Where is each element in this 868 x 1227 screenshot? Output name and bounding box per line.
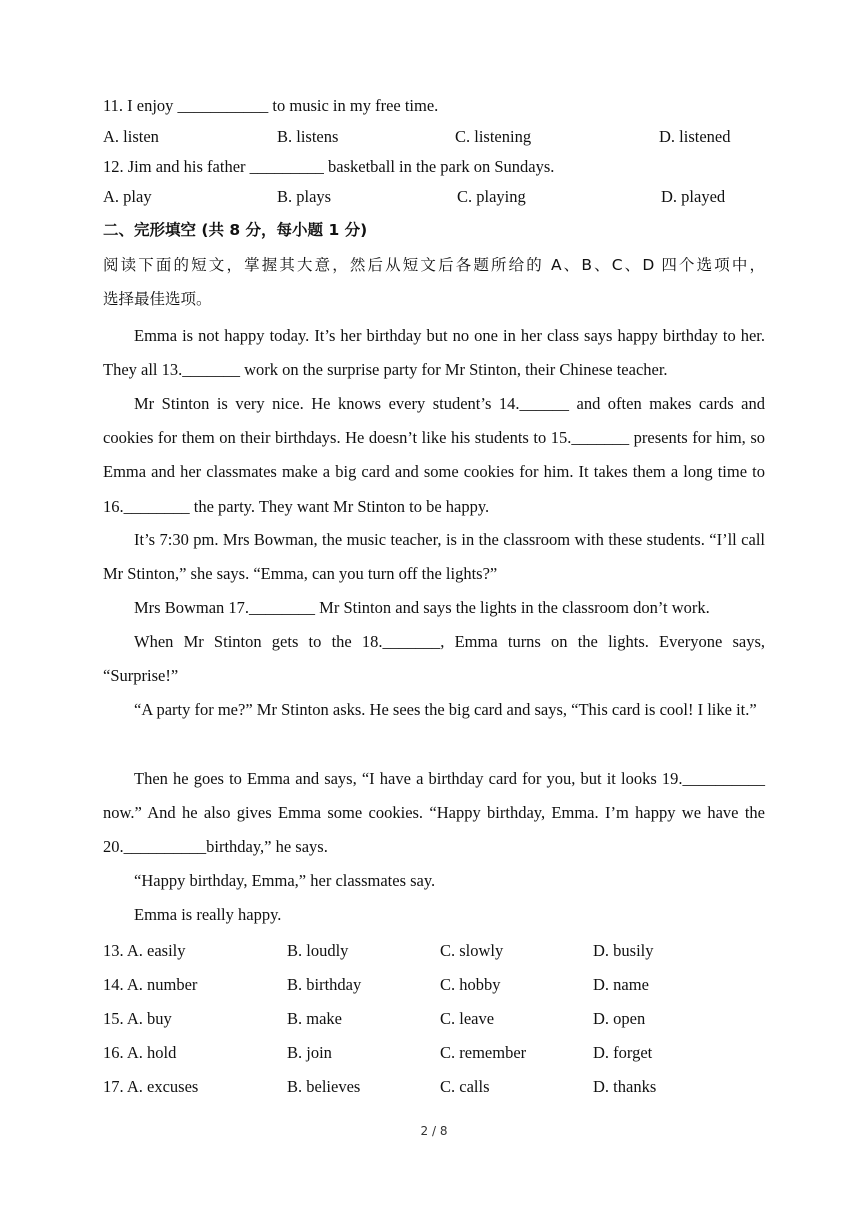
passage-paragraph-1 <box>103 319 765 387</box>
q13-option-d: D. busily <box>593 941 654 960</box>
passage-paragraph-7 <box>103 762 765 865</box>
passage-paragraph-8 <box>103 864 765 898</box>
passage-paragraph-2-text: Mr Stinton is very nice. He knows every student’s 14.______ and often makes cards and cookies for them on their birthdays. He doesn’t like his students to 15._______ presents for him, so Emma and her classmates make a big card and some cookies for him. It takes them a long time to 16.________ the party. They want Mr Stinton to be happy. <box>103 394 765 516</box>
q11-option-a: A. listen <box>103 127 159 146</box>
question-12-stem: 12. Jim and his father _________ basketball in the park on Sundays. <box>103 157 555 176</box>
q14-option-d: D. name <box>593 975 649 994</box>
passage-paragraph-7-text: Then he goes to Emma and says, “I have a birthday card for you, but it looks 19.__________ now.” And he also gives Emma some cookies. “Happy birthday, Emma. I’m happy we have the 20.__________birthday,” he says. <box>103 769 765 857</box>
q16-option-a: 16. A. hold <box>103 1043 177 1062</box>
q13-option-c: C. slowly <box>440 941 504 960</box>
passage-paragraph-8-text: “Happy birthday, Emma,” her classmates say. <box>134 871 436 890</box>
q14-option-a: 14. A. number <box>103 975 198 994</box>
question-11-stem: 11. I enjoy ___________ to music in my free time. <box>103 96 439 115</box>
q13-option-b: B. loudly <box>287 941 349 960</box>
q13-option-a: 13. A. easily <box>103 941 186 960</box>
q16-option-c: C. remember <box>440 1043 527 1062</box>
section-instructions-line-1: 阅读下面的短文，掌握其大意，然后从短文后各题所给的 A、B、C、D 四个选项中， <box>103 256 765 274</box>
q15-option-d: D. open <box>593 1009 646 1028</box>
q12-option-b: B. plays <box>277 187 332 206</box>
passage-paragraph-4 <box>103 591 765 625</box>
q15-option-a: 15. A. buy <box>103 1009 172 1028</box>
passage-paragraph-6-text: “A party for me?” Mr Stinton asks. He sees the big card and says, “This card is cool! I like it.” <box>134 700 757 719</box>
q17-option-d: D. thanks <box>593 1077 657 1096</box>
passage-paragraph-1-text: Emma is not happy today. It’s her birthday but no one in her class says happy birthday to her. They all 13._______ work on the surprise party for Mr Stinton, their Chinese teacher. <box>103 326 765 380</box>
section-title: 二、完形填空 (共 8 分，每小题 1 分) <box>103 221 368 239</box>
passage-paragraph-9 <box>103 898 765 932</box>
passage-paragraph-9-text: Emma is really happy. <box>134 905 282 924</box>
q17-option-b: B. believes <box>287 1077 361 1096</box>
q11-option-b: B. listens <box>277 127 339 146</box>
q17-option-c: C. calls <box>440 1077 490 1096</box>
q14-option-c: C. hobby <box>440 975 501 994</box>
q12-option-a: A. play <box>103 187 152 206</box>
q17-option-a: 17. A. excuses <box>103 1077 199 1096</box>
page-number: 2 / 8 <box>420 1124 448 1138</box>
section-instructions-line-2: 选择最佳选项。 <box>103 290 212 308</box>
passage-paragraph-2 <box>103 387 765 524</box>
q15-option-b: B. make <box>287 1009 342 1028</box>
passage-paragraph-4-text: Mrs Bowman 17.________ Mr Stinton and says the lights in the classroom don’t work. <box>134 598 710 617</box>
q15-option-c: C. leave <box>440 1009 495 1028</box>
q12-option-c: C. playing <box>457 187 526 206</box>
q11-option-c: C. listening <box>455 127 532 146</box>
passage-paragraph-3-text: It’s 7:30 pm. Mrs Bowman, the music teacher, is in the classroom with these students. “I’ll call Mr Stinton,” she says. “Emma, can you turn off the lights?” <box>103 530 765 584</box>
passage-paragraph-3 <box>103 523 765 591</box>
q12-option-d: D. played <box>661 187 726 206</box>
passage-paragraph-6 <box>103 693 765 727</box>
q16-option-d: D. forget <box>593 1043 653 1062</box>
passage-paragraph-5-text: When Mr Stinton gets to the 18._______, Emma turns on the lights. Everyone says, “Surprise!” <box>103 632 765 686</box>
q11-option-d: D. listened <box>659 127 731 146</box>
q16-option-b: B. join <box>287 1043 332 1062</box>
passage-paragraph-5 <box>103 625 765 693</box>
q14-option-b: B. birthday <box>287 975 362 994</box>
